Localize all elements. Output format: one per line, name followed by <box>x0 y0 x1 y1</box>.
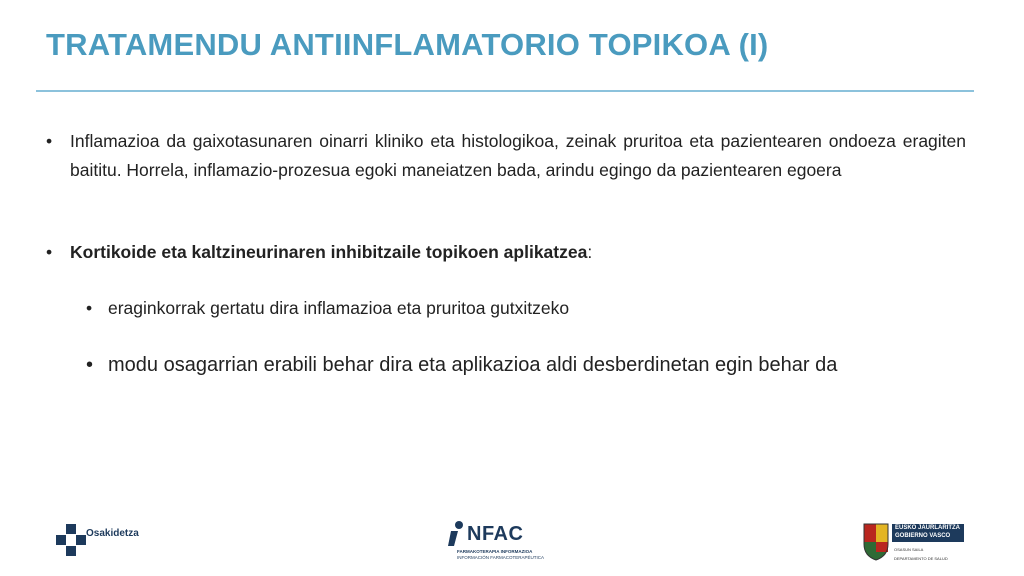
bullet-marker: • <box>46 131 53 151</box>
eusko-name-es: GOBIERNO VASCO <box>895 533 951 539</box>
osakidetza-cross-icon <box>56 524 86 558</box>
bullet-text: Inflamazioa da gaixotasunaren oinarri kliniko eta histologikoa, zeinak pruritoa eta pazientearen ondoeza eragiten baititu. Horrela, inflamazio-prozesua egoki maneiatzen bada, arindu egingo da pazientearen egoera <box>70 131 966 180</box>
osakidetza-wordmark: Osakidetza <box>86 528 139 539</box>
bullet-bold-text: Kortikoide eta kaltzineurinaren inhibitzaile topikoen aplikatzea <box>70 242 588 262</box>
bullet-marker: • <box>86 298 93 318</box>
slide-title: TRATAMENDU ANTIINFLAMATORIO TOPIKOA (I) <box>46 27 769 62</box>
bullet-text <box>70 239 592 265</box>
eusko-dept-eu: OSASUN SAILA <box>894 547 924 552</box>
bullet-text: modu osagarrian erabili behar dira eta aplikazioa aldi desberdinetan egin behar da <box>108 354 838 376</box>
eusko-dept-es: DEPARTAMENTO DE SALUD <box>894 556 948 561</box>
infac-subtitle-eu: FARMAKOTERAPIA INFORMAZIOA <box>457 549 533 554</box>
bullet-marker: • <box>46 242 53 262</box>
bullet-text: eraginkorrak gertatu dira inflamazioa eta pruritoa gutxitzeko <box>108 298 570 318</box>
infac-logo <box>445 519 545 563</box>
osakidetza-logo <box>56 524 156 560</box>
infac-i-icon <box>445 519 467 549</box>
sub-bullet-complementary <box>86 351 986 379</box>
eusko-jaurlaritza-logo <box>862 522 972 566</box>
infac-wordmark: NFAC <box>467 523 524 545</box>
sub-bullet-effective <box>86 295 946 321</box>
infac-subtitle-es: INFORMACIÓN FARMACOTERAPÉUTICA <box>457 555 545 560</box>
eusko-name-eu: EUSKO JAURLARITZA <box>895 525 961 531</box>
title-divider <box>36 90 974 92</box>
bullet-suffix: : <box>587 242 593 262</box>
coat-of-arms-icon <box>862 522 890 562</box>
bullet-topical-application <box>46 239 966 265</box>
bullet-marker: • <box>86 354 94 376</box>
bullet-inflammation <box>46 127 966 185</box>
